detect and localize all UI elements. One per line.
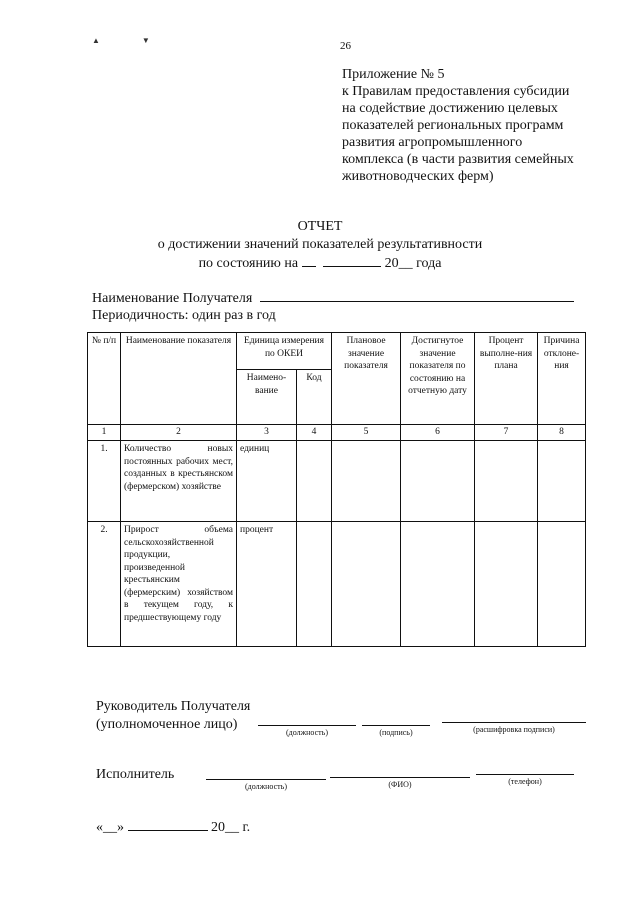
column-number: 4: [297, 425, 332, 441]
head-label-2: (уполномоченное лицо): [96, 717, 238, 732]
date-row: [96, 818, 250, 836]
row-num: 1.: [88, 441, 121, 522]
periodicity-row: [92, 307, 276, 324]
header-reason: Причина отклоне-ния: [538, 333, 586, 425]
as-of-year: 20__ года: [384, 256, 442, 271]
header-num: № п/п: [88, 333, 121, 425]
page-number: 26: [340, 40, 351, 52]
header-planned: Плановое значение показателя: [332, 333, 401, 425]
recipient-label: Наименование Получателя: [92, 291, 253, 306]
column-number: 8: [538, 425, 586, 441]
month-blank: [323, 254, 381, 267]
row-percent: [475, 522, 538, 647]
row-achieved: [401, 522, 475, 647]
column-number: 7: [475, 425, 538, 441]
scan-marks: ▲ ▼: [92, 36, 170, 45]
row-achieved: [401, 441, 475, 522]
executor-label: Исполнитель: [96, 767, 175, 782]
appendix-line: животноводческих ферм): [342, 169, 494, 184]
periodicity-label: Периодичность:: [92, 308, 189, 323]
recipient-row: [92, 289, 574, 307]
column-number: 3: [237, 425, 297, 441]
date-month-blank: [128, 818, 208, 831]
appendix-line: показателей региональных программ: [342, 118, 564, 133]
column-number: 1: [88, 425, 121, 441]
table-row: [88, 522, 586, 647]
report-as-of: [0, 254, 640, 272]
row-reason: [538, 522, 586, 647]
column-numbers-row: [88, 425, 586, 441]
header-percent: Процент выполне-ния плана: [475, 333, 538, 425]
row-unit: единиц: [237, 441, 297, 522]
appendix-line: развития агропромышленного: [342, 135, 523, 150]
table-row: [88, 441, 586, 522]
executor-position-line: [206, 779, 326, 780]
row-code: [297, 441, 332, 522]
caption-signature: (подпись): [379, 728, 413, 737]
periodicity-value: один раз в год: [192, 308, 276, 323]
head-label: Руководитель Получателя: [96, 699, 251, 714]
appendix-line: Приложение № 5: [342, 67, 445, 82]
row-percent: [475, 441, 538, 522]
recipient-blank: [260, 289, 574, 302]
day-blank: [302, 254, 316, 267]
caption-decode: (расшифровка подписи): [473, 725, 555, 734]
executor-phone-line: [476, 774, 574, 775]
as-of-prefix: по состоянию на: [198, 256, 299, 271]
head-decode-line: [442, 722, 586, 723]
caption-position: (должность): [286, 728, 328, 737]
date-day: «__»: [96, 820, 124, 835]
row-indicator: Количество новых постоянных рабочих мест, созданных в крестьянском (фермерском) хозяйстве: [121, 441, 237, 522]
row-reason: [538, 441, 586, 522]
column-number: 5: [332, 425, 401, 441]
caption-phone: (телефон): [508, 777, 542, 786]
date-year: 20__ г.: [211, 820, 251, 835]
row-planned: [332, 522, 401, 647]
header-indicator: Наименование показателя: [121, 333, 237, 425]
header-achieved: Достигнутое значение показателя по состоянию на отчетную дату: [401, 333, 475, 425]
header-unit-name: Наимено-вание: [237, 370, 297, 425]
row-code: [297, 522, 332, 647]
row-num: 2.: [88, 522, 121, 647]
row-planned: [332, 441, 401, 522]
appendix-line: комплекса (в части развития семейных: [342, 152, 574, 167]
appendix-line: к Правилам предоставления субсидии: [342, 84, 570, 99]
head-signature-line: [362, 725, 430, 726]
executor-name-line: [330, 777, 470, 778]
caption-position: (должность): [245, 782, 287, 791]
column-number: 6: [401, 425, 475, 441]
row-indicator: Прирост объема сельскохозяйственной продукции, произведенной крестьянским (фермерским) хозяйством в текущем году, к предшествующему году: [121, 522, 237, 647]
column-number: 2: [121, 425, 237, 441]
caption-name: (ФИО): [388, 780, 412, 789]
appendix-line: на содействие достижению целевых: [342, 101, 558, 116]
report-title: ОТЧЕТ: [297, 219, 343, 234]
report-subtitle: о достижении значений показателей результативности: [157, 237, 483, 252]
report-table: [87, 332, 586, 647]
header-unit-code: Код: [297, 370, 332, 425]
appendix-block: [342, 66, 632, 185]
row-unit: процент: [237, 522, 297, 647]
head-position-line: [258, 725, 356, 726]
header-unit: Единица измерения по ОКЕИ: [237, 333, 332, 370]
